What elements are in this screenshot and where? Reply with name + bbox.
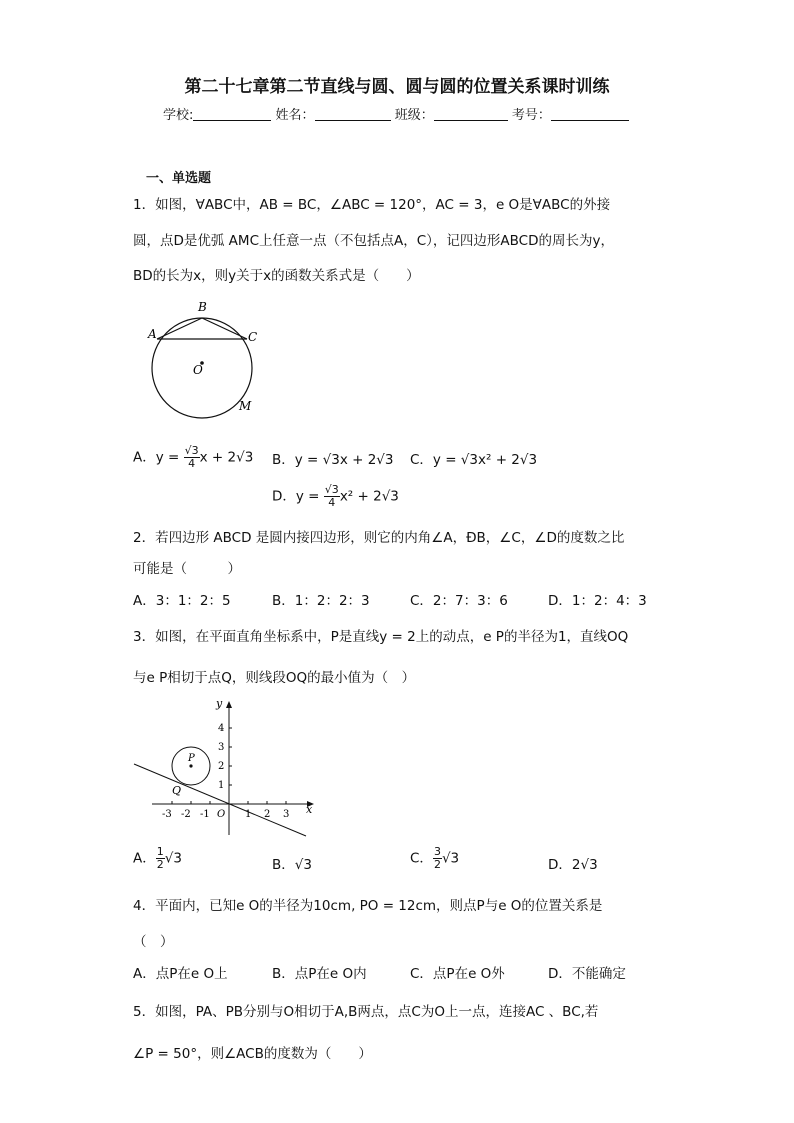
- q3-line1: 3．如图，在平面直角坐标系中，P是直线y = 2上的动点，e P的半径为1，直线OQ: [133, 629, 629, 645]
- q4-line1: 4．平面内，已知e O的半径为10cm, PO = 12cm，则点P与e O的位置关系是: [133, 898, 603, 914]
- q1-line3: BD的长为x，则y关于x的函数关系式是（ ）: [133, 268, 420, 284]
- q3-option-b[interactable]: B．√3: [272, 857, 312, 873]
- q1-option-b[interactable]: B．y = √3x + 2√3: [272, 452, 394, 468]
- q2-line1: 2．若四边形 ABCD 是圆内接四边形，则它的内角∠A，ÐB，∠C，∠D的度数之比: [133, 530, 625, 546]
- label-c: C: [248, 330, 258, 344]
- fraction: $\frac{1}{2}$: [156, 845, 164, 871]
- q5-line1: 5．如图，PA、PB分别与O相切于A,B两点，点C为O上一点，连接AC 、BC,若: [133, 1004, 599, 1020]
- label-q: Q: [172, 784, 182, 797]
- school-field[interactable]: [193, 107, 271, 121]
- label-o: O: [193, 363, 203, 377]
- q2-option-a[interactable]: A．3：1：2：5: [133, 593, 231, 609]
- q3-option-c[interactable]: C． $\frac{3}{2}$ √3: [410, 845, 460, 871]
- y-axis-arrow: [226, 701, 232, 708]
- label-x: x: [306, 803, 313, 816]
- xtick-label: 2: [264, 809, 271, 820]
- fraction: $\frac{3}{2}$: [433, 845, 441, 871]
- q4-option-a[interactable]: A．点P在e O上: [133, 966, 228, 982]
- q4-line2: （ ）: [133, 934, 174, 950]
- q2-option-d[interactable]: D．1：2：4：3: [548, 593, 647, 609]
- q1-line2: 圆，点D是优弧 AMC上任意一点（不包括点A，C），记四边形ABCD的周长为y，: [133, 233, 614, 249]
- page-title: 第二十七章第二节直线与圆、圆与圆的位置关系课时训练: [184, 77, 610, 97]
- q1-circle-figure: [140, 296, 270, 421]
- q4-option-b[interactable]: B．点P在e O内: [272, 966, 367, 982]
- q1-option-a[interactable]: A．y = $\frac{√3}{4}$ x + 2√3: [133, 444, 254, 470]
- xtick-label: -2: [181, 809, 191, 820]
- ytick-label: 1: [218, 780, 225, 791]
- class-field[interactable]: [434, 107, 508, 121]
- q1-line1: 1．如图，∀ABC中，AB = BC，∠ABC = 120°，AC = 3，e O是∀ABC的外接: [133, 197, 611, 213]
- q4-option-c[interactable]: C．点P在e O外: [410, 966, 505, 982]
- q2-option-c[interactable]: C．2：7：3：6: [410, 593, 508, 609]
- fraction: $\frac{√3}{4}$: [184, 444, 199, 470]
- q1-option-c[interactable]: C．y = √3x² + 2√3: [410, 452, 538, 468]
- q5-line2: ∠P = 50°，则∠ACB的度数为（ ）: [133, 1046, 372, 1062]
- section-heading: 一、单选题: [146, 171, 212, 186]
- q2-line2: 可能是（ ）: [133, 561, 241, 577]
- name-label: 姓名：: [275, 108, 315, 123]
- chord-bc: [202, 318, 247, 339]
- tangent-line-oq: [134, 764, 306, 836]
- chord-ab: [157, 318, 202, 339]
- school-label: 学校:: [163, 108, 194, 123]
- xtick-label: -3: [162, 809, 172, 820]
- label-origin: O: [217, 809, 226, 820]
- q1-option-d[interactable]: D．y = $\frac{√3}{4}$ x² + 2√3: [272, 483, 399, 509]
- label-p: P: [188, 753, 195, 764]
- student-info-row: [163, 104, 629, 123]
- q4-option-d[interactable]: D．不能确定: [548, 966, 626, 982]
- number-field[interactable]: [551, 107, 629, 121]
- label-b: B: [198, 300, 207, 314]
- xtick-label: 1: [245, 809, 252, 820]
- name-field[interactable]: [315, 107, 391, 121]
- xtick-label: -1: [200, 809, 210, 820]
- label-m: M: [239, 399, 252, 413]
- q3-option-d[interactable]: D．2√3: [548, 857, 598, 873]
- q2-option-b[interactable]: B．1：2：2：3: [272, 593, 370, 609]
- q3-option-a[interactable]: A． $\frac{1}{2}$ √3: [133, 845, 182, 871]
- q3-coordinate-figure: [132, 695, 322, 840]
- xtick-label: 3: [283, 809, 290, 820]
- fraction: $\frac{√3}{4}$: [324, 483, 339, 509]
- label-y: y: [216, 697, 223, 710]
- point-p: [189, 764, 192, 767]
- number-label: 考号：: [511, 108, 551, 123]
- label-a: A: [148, 327, 157, 341]
- ytick-label: 4: [218, 723, 225, 734]
- ytick-label: 2: [218, 761, 225, 772]
- ytick-label: 3: [218, 742, 225, 753]
- q3-line2: 与e P相切于点Q，则线段OQ的最小值为（ ）: [133, 670, 416, 686]
- class-label: 班级：: [394, 108, 434, 123]
